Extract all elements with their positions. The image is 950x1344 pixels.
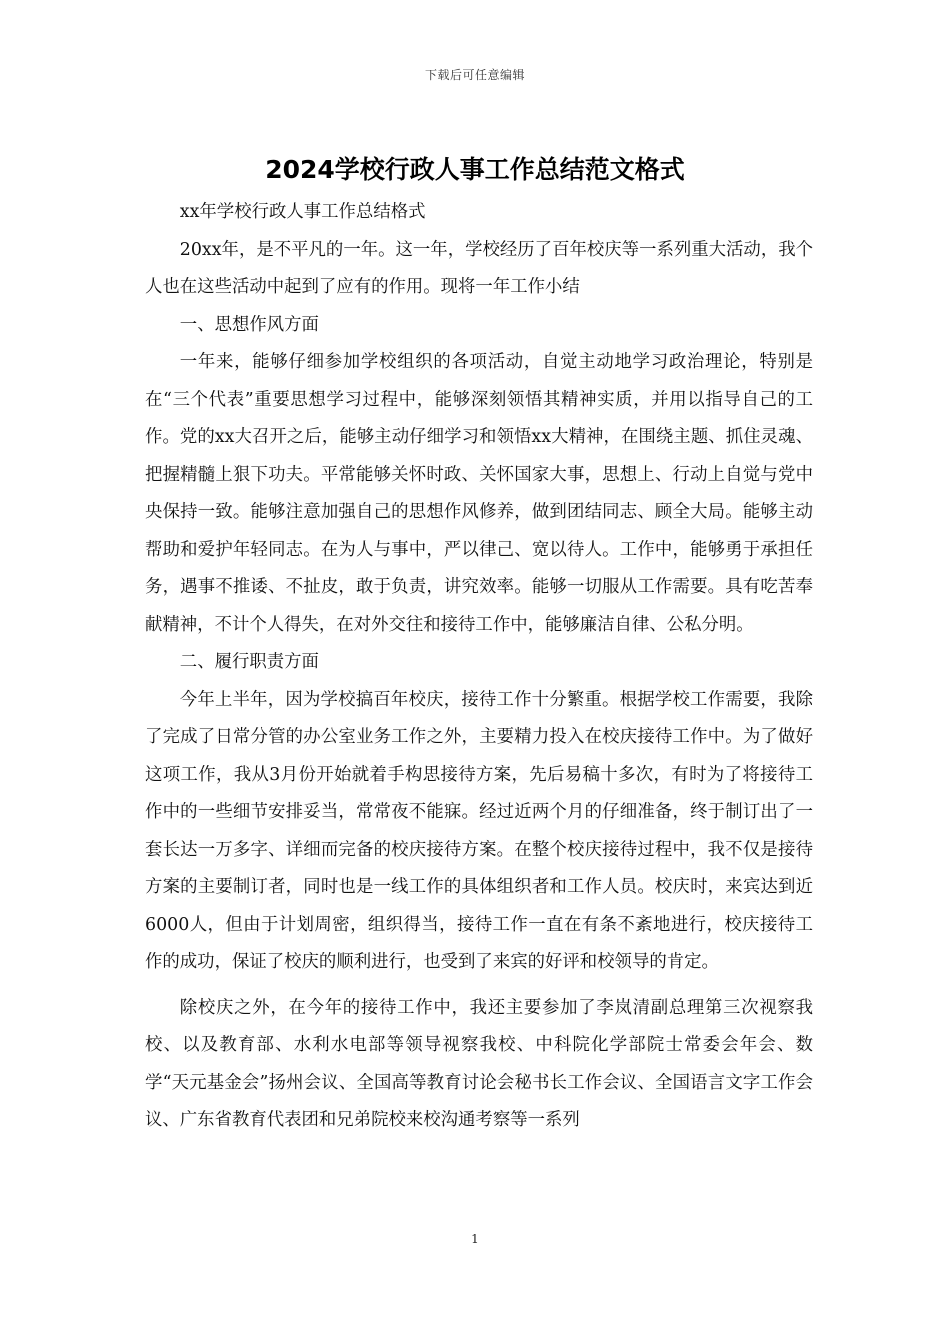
- document-title: 2024学校行政人事工作总结范文格式: [265, 155, 685, 184]
- document-body: [145, 194, 813, 1140]
- header-note: 下载后可任意编辑: [424, 68, 525, 82]
- section-heading-2: 二、履行职责方面: [179, 652, 319, 672]
- page-number: 1: [471, 1232, 479, 1246]
- intro-paragraph: 20xx年，是不平凡的一年。这一年，学校经历了百年校庆等一系列重大活动，我个人也在这些活动中起到了应有的作用。现将一年工作小结: [145, 239, 813, 297]
- body-paragraph: 今年上半年，因为学校搞百年校庆，接待工作十分繁重。根据学校工作需要，我除了完成了日常分管的办公室业务工作之外，主要精力投入在校庆接待工作中。为了做好这项工作，我从3月份开始就着手构思接待方案，先后易稿十多次，有时为了将接待工作中的一些细节安排妥当，常常夜不能寐。经过近两个月的仔细准备，终于制订出了一套长达一万多字、详细而完备的校庆接待方案。在整个校庆接待过程中，我不仅是接待方案的主要制订者，同时也是一线工作的具体组织者和工作人员。校庆时，来宾达到近6000人，但由于计划周密，组织得当，接待工作一直在有条不紊地进行，校庆接待工作的成功，保证了校庆的顺利进行，也受到了来宾的好评和校领导的肯定。: [145, 689, 813, 972]
- body-paragraph: 一年来，能够仔细参加学校组织的各项活动，自觉主动地学习政治理论，特别是在“三个代表”重要思想学习过程中，能够深刻领悟其精神实质，并用以指导自己的工作。党的xx大召开之后，能够主动仔细学习和领悟xx大精神，在围绕主题、抓住灵魂、把握精髓上狠下功夫。平常能够关怀时政、关怀国家大事，思想上、行动上自觉与党中央保持一致。能够注意加强自己的思想作风修养，做到团结同志、顾全大局。能够主动帮助和爱护年轻同志。在为人与事中，严以律己、宽以待人。工作中，能够勇于承担任务，遇事不推诿、不扯皮，敢于负责，讲究效率。能够一切服从工作需要。具有吃苦奉献精神，不计个人得失，在对外交往和接待工作中，能够廉洁自律、公私分明。: [145, 352, 813, 635]
- section-heading-1: 一、思想作风方面: [179, 314, 319, 335]
- body-paragraph: 除校庆之外，在今年的接待工作中，我还主要参加了李岚清副总理第三次视察我校、以及教育部、水利水电部等领导视察我校、中科院化学部院士常委会年会、数学“天元基金会”扬州会议、全国高等教育讨论会秘书长工作会议、全国语言文字工作会议、广东省教育代表团和兄弟院校来校沟通考察等一系列: [145, 997, 813, 1130]
- subtitle-paragraph: xx年学校行政人事工作总结格式: [179, 202, 426, 222]
